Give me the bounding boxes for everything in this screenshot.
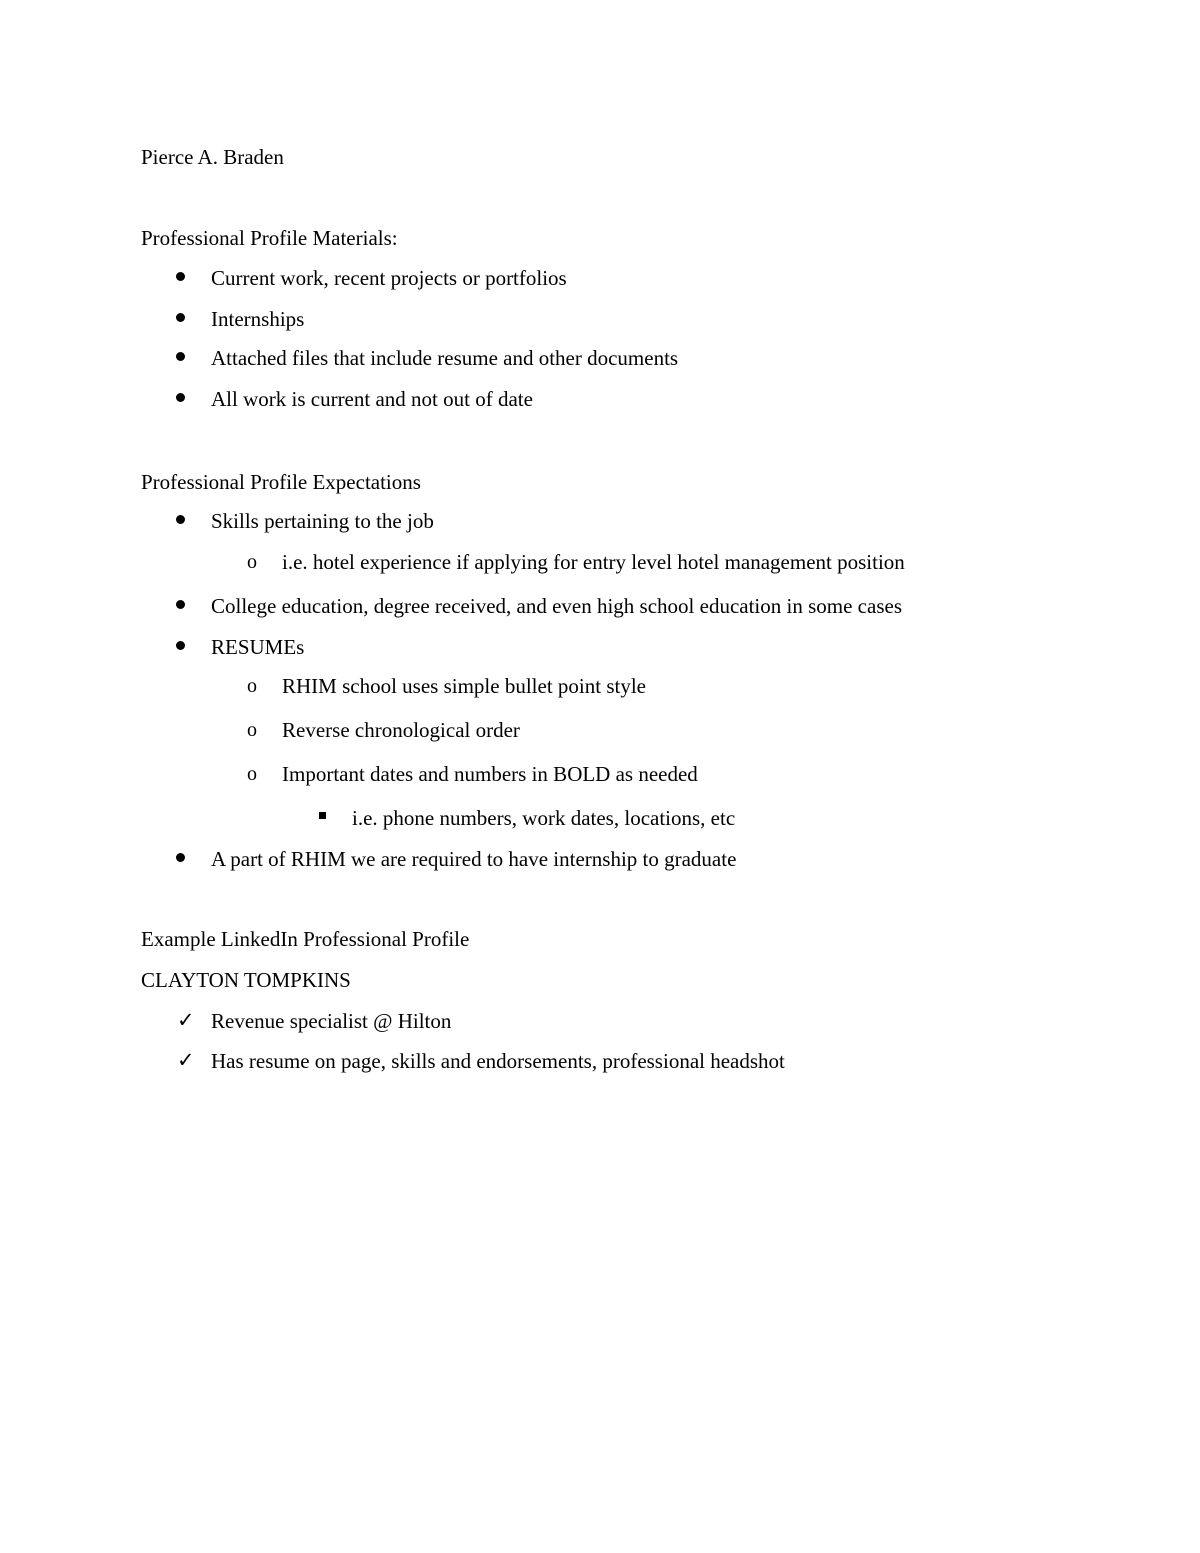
check-icon: ✓ xyxy=(177,1048,195,1072)
bullet-disc-icon xyxy=(176,641,185,650)
bullet-disc-icon xyxy=(176,853,185,862)
materials-heading: Professional Profile Materials: xyxy=(141,226,398,250)
sub-list-item-text: RHIM school uses simple bullet point style xyxy=(282,674,646,698)
list-item-text: RESUMEs xyxy=(211,635,305,659)
list-item-text: All work is current and not out of date xyxy=(211,387,533,411)
list-item-text: Skills pertaining to the job xyxy=(211,509,434,533)
sub-list-item-text: Important dates and numbers in BOLD as needed xyxy=(282,762,698,786)
bullet-disc-icon xyxy=(176,313,185,322)
author-name: Pierce A. Braden xyxy=(141,145,284,169)
list-item-text: Current work, recent projects or portfolios xyxy=(211,266,567,290)
sub-list-item-text: Reverse chronological order xyxy=(282,718,520,742)
bullet-circle-icon: o xyxy=(247,719,257,741)
bullet-disc-icon xyxy=(176,515,185,524)
expectations-heading: Professional Profile Expectations xyxy=(141,470,421,494)
bullet-circle-icon: o xyxy=(247,675,257,697)
bullet-disc-icon xyxy=(176,352,185,361)
check-icon: ✓ xyxy=(177,1008,195,1032)
bullet-circle-icon: o xyxy=(247,551,257,573)
bullet-disc-icon xyxy=(176,600,185,609)
bullet-circle-icon: o xyxy=(247,763,257,785)
list-item-text: Revenue specialist @ Hilton xyxy=(211,1009,452,1033)
sub-list-item-text: i.e. hotel experience if applying for entry level hotel management position xyxy=(282,550,905,574)
example-heading: Example LinkedIn Professional Profile xyxy=(141,927,470,951)
example-profile-name: CLAYTON TOMPKINS xyxy=(141,968,351,992)
sub-sub-list-item-text: i.e. phone numbers, work dates, locations, etc xyxy=(352,806,736,830)
bullet-disc-icon xyxy=(176,272,185,281)
list-item-text: A part of RHIM we are required to have internship to graduate xyxy=(211,847,737,871)
bullet-square-icon xyxy=(319,812,326,819)
list-item-text: Has resume on page, skills and endorsements, professional headshot xyxy=(211,1049,785,1073)
bullet-disc-icon xyxy=(176,393,185,402)
list-item-text: Internships xyxy=(211,307,305,331)
list-item-text: Attached files that include resume and other documents xyxy=(211,346,679,370)
list-item-text: College education, degree received, and even high school education in some cases xyxy=(211,594,902,618)
